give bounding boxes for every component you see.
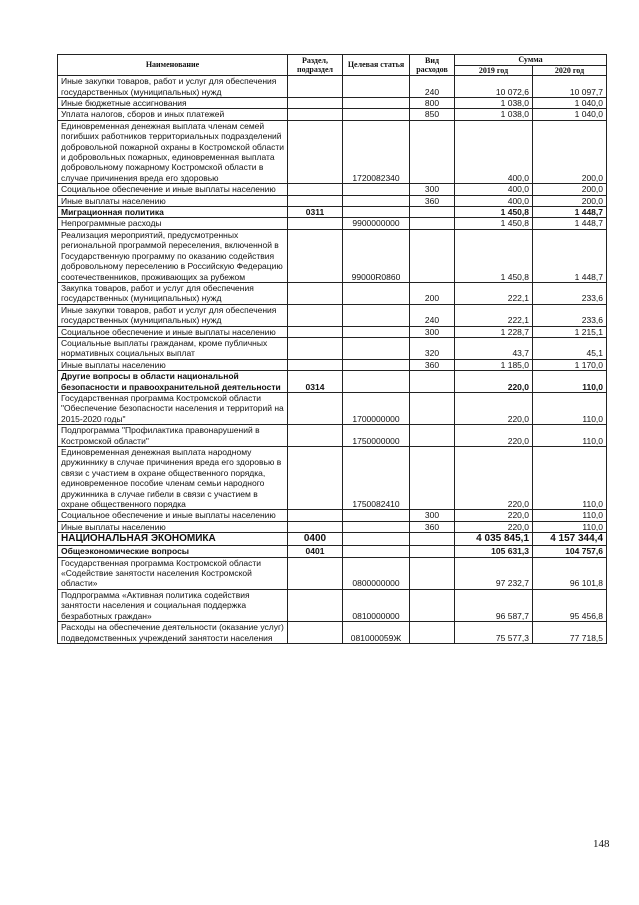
- header-2020: 2020 год: [533, 65, 607, 76]
- row-target: 9900000000: [343, 218, 410, 229]
- table-body: [58, 76, 607, 644]
- table-row: [58, 521, 607, 532]
- row-kind: [410, 120, 455, 183]
- row-name: Государственная программа Костромской области "Обеспечение безопасности населения и территорий на 2015-2020 годы": [58, 392, 288, 424]
- row-kind: 320: [410, 337, 455, 359]
- table-row: [58, 425, 607, 447]
- row-sum-2019: 105 631,3: [455, 546, 533, 557]
- row-section: 0314: [288, 371, 343, 393]
- row-name: Миграционная политика: [58, 207, 288, 218]
- table-row: [58, 76, 607, 98]
- header-section: Раздел, подраздел: [288, 55, 343, 76]
- row-name: Реализация мероприятий, предусмотренных региональной программой переселения, включенной в Государственную программу по оказанию содействия добровольному переселению в Российскую Федерацию соотечественников, проживающих за рубежом: [58, 229, 288, 282]
- row-sum-2020: 1 448,7: [533, 229, 607, 282]
- table-row: [58, 546, 607, 557]
- row-section: [288, 195, 343, 206]
- row-target: 1700000000: [343, 392, 410, 424]
- row-name: Государственная программа Костромской области «Содействие занятости населения Костромской области»: [58, 557, 288, 589]
- row-section: 0400: [288, 533, 343, 546]
- table-row: [58, 98, 607, 109]
- row-target: [343, 109, 410, 120]
- row-kind: 850: [410, 109, 455, 120]
- row-target: [343, 282, 410, 304]
- row-sum-2020: 45,1: [533, 337, 607, 359]
- row-sum-2019: 400,0: [455, 184, 533, 195]
- row-target: 081000059Ж: [343, 622, 410, 644]
- row-kind: [410, 447, 455, 510]
- row-sum-2019: 400,0: [455, 195, 533, 206]
- row-sum-2020: 110,0: [533, 371, 607, 393]
- row-sum-2020: 200,0: [533, 120, 607, 183]
- row-sum-2020: 104 757,6: [533, 546, 607, 557]
- row-kind: [410, 207, 455, 218]
- row-kind: [410, 229, 455, 282]
- row-sum-2019: 75 577,3: [455, 622, 533, 644]
- row-section: [288, 218, 343, 229]
- row-target: [343, 510, 410, 521]
- row-target: [343, 371, 410, 393]
- row-target: [343, 337, 410, 359]
- header-2019: 2019 год: [455, 65, 533, 76]
- row-kind: [410, 425, 455, 447]
- row-section: [288, 282, 343, 304]
- row-target: 0800000000: [343, 557, 410, 589]
- row-name: Социальное обеспечение и иные выплаты населению: [58, 510, 288, 521]
- row-name: Социальное обеспечение и иные выплаты населению: [58, 184, 288, 195]
- row-section: [288, 337, 343, 359]
- row-target: [343, 546, 410, 557]
- row-sum-2019: 96 587,7: [455, 589, 533, 621]
- row-section: [288, 510, 343, 521]
- row-name: Иные закупки товаров, работ и услуг для обеспечения государственных (муниципальных) нужд: [58, 76, 288, 98]
- table-row: [58, 282, 607, 304]
- row-sum-2019: 1 185,0: [455, 359, 533, 370]
- row-section: [288, 184, 343, 195]
- row-sum-2019: 220,0: [455, 425, 533, 447]
- row-section: [288, 98, 343, 109]
- row-section: [288, 109, 343, 120]
- row-section: [288, 425, 343, 447]
- row-kind: [410, 546, 455, 557]
- row-target: 1720082340: [343, 120, 410, 183]
- row-target: [343, 304, 410, 326]
- row-kind: 800: [410, 98, 455, 109]
- table-row: [58, 109, 607, 120]
- row-name: Закупка товаров, работ и услуг для обеспечения государственных (муниципальных) нужд: [58, 282, 288, 304]
- row-sum-2020: 4 157 344,4: [533, 533, 607, 546]
- row-section: [288, 326, 343, 337]
- row-target: [343, 98, 410, 109]
- row-target: [343, 326, 410, 337]
- row-name: Иные выплаты населению: [58, 521, 288, 532]
- table-row: [58, 533, 607, 546]
- row-sum-2019: 220,0: [455, 510, 533, 521]
- row-sum-2020: 1 448,7: [533, 218, 607, 229]
- row-target: 1750082410: [343, 447, 410, 510]
- row-sum-2020: 110,0: [533, 521, 607, 532]
- row-sum-2020: 95 456,8: [533, 589, 607, 621]
- row-sum-2020: 110,0: [533, 447, 607, 510]
- row-name: НАЦИОНАЛЬНАЯ ЭКОНОМИКА: [58, 533, 288, 546]
- row-kind: 300: [410, 326, 455, 337]
- row-target: 99000R0860: [343, 229, 410, 282]
- table-row: [58, 229, 607, 282]
- row-sum-2020: 96 101,8: [533, 557, 607, 589]
- header-sum: Сумма: [455, 55, 607, 66]
- row-name: Единовременная денежная выплата членам семей погибших работников территориальных подразделений добровольной пожарной охраны в Костромской области и добровольных пожарных, единовременная выплата добровольному пожарному Костромской области в случае причинения вреда его здоровью: [58, 120, 288, 183]
- row-name: Уплата налогов, сборов и иных платежей: [58, 109, 288, 120]
- table-row: [58, 622, 607, 644]
- row-target: [343, 184, 410, 195]
- row-section: [288, 447, 343, 510]
- row-section: 0401: [288, 546, 343, 557]
- row-sum-2019: 10 072,6: [455, 76, 533, 98]
- table-row: [58, 337, 607, 359]
- row-sum-2020: 110,0: [533, 392, 607, 424]
- row-section: 0311: [288, 207, 343, 218]
- header-kind: Вид расходов: [410, 55, 455, 76]
- table-row: [58, 589, 607, 621]
- row-kind: 360: [410, 359, 455, 370]
- row-section: [288, 229, 343, 282]
- table-row: [58, 184, 607, 195]
- row-sum-2020: 1 040,0: [533, 109, 607, 120]
- budget-table: [57, 54, 607, 644]
- row-section: [288, 521, 343, 532]
- header-target: Целевая статья: [343, 55, 410, 76]
- table-row: [58, 195, 607, 206]
- table-row: [58, 304, 607, 326]
- row-sum-2020: 110,0: [533, 425, 607, 447]
- row-name: Общеэкономические вопросы: [58, 546, 288, 557]
- row-section: [288, 392, 343, 424]
- row-name: Социальное обеспечение и иные выплаты населению: [58, 326, 288, 337]
- row-name: Непрограммные расходы: [58, 218, 288, 229]
- row-name: Иные выплаты населению: [58, 359, 288, 370]
- row-name: Подпрограмма "Профилактика правонарушений в Костромской области": [58, 425, 288, 447]
- row-section: [288, 557, 343, 589]
- row-sum-2019: 1 228,7: [455, 326, 533, 337]
- row-sum-2019: 4 035 845,1: [455, 533, 533, 546]
- row-kind: [410, 533, 455, 546]
- row-kind: 240: [410, 76, 455, 98]
- row-kind: [410, 371, 455, 393]
- table-row: [58, 557, 607, 589]
- row-sum-2019: 1 450,8: [455, 218, 533, 229]
- row-section: [288, 622, 343, 644]
- row-sum-2020: 200,0: [533, 184, 607, 195]
- row-sum-2019: 220,0: [455, 392, 533, 424]
- row-section: [288, 359, 343, 370]
- header-name: Наименование: [58, 55, 288, 76]
- row-sum-2019: 400,0: [455, 120, 533, 183]
- row-sum-2019: 1 038,0: [455, 109, 533, 120]
- row-kind: [410, 589, 455, 621]
- row-kind: 360: [410, 195, 455, 206]
- row-kind: [410, 557, 455, 589]
- table-row: [58, 218, 607, 229]
- row-sum-2019: 222,1: [455, 304, 533, 326]
- row-sum-2020: 110,0: [533, 510, 607, 521]
- row-name: Иные выплаты населению: [58, 195, 288, 206]
- row-sum-2019: 1 450,8: [455, 229, 533, 282]
- row-name: Иные бюджетные ассигнования: [58, 98, 288, 109]
- page-number: 148: [593, 838, 610, 850]
- row-kind: 300: [410, 184, 455, 195]
- row-name: Расходы на обеспечение деятельности (оказание услуг) подведомственных учреждений занятости населения: [58, 622, 288, 644]
- table-row: [58, 359, 607, 370]
- row-sum-2019: 1 038,0: [455, 98, 533, 109]
- row-kind: 300: [410, 510, 455, 521]
- row-kind: 240: [410, 304, 455, 326]
- row-sum-2019: 1 450,8: [455, 207, 533, 218]
- row-target: 1750000000: [343, 425, 410, 447]
- row-target: [343, 359, 410, 370]
- table-row: [58, 510, 607, 521]
- row-target: [343, 207, 410, 218]
- table-row: [58, 326, 607, 337]
- row-section: [288, 589, 343, 621]
- row-sum-2020: 77 718,5: [533, 622, 607, 644]
- row-sum-2019: 97 232,7: [455, 557, 533, 589]
- row-sum-2020: 1 215,1: [533, 326, 607, 337]
- row-sum-2020: 1 170,0: [533, 359, 607, 370]
- row-name: Подпрограмма «Активная политика содействия занятости населения и социальная поддержка безработных граждан»: [58, 589, 288, 621]
- row-sum-2019: 220,0: [455, 371, 533, 393]
- row-sum-2020: 1 040,0: [533, 98, 607, 109]
- row-sum-2019: 220,0: [455, 521, 533, 532]
- row-sum-2020: 10 097,7: [533, 76, 607, 98]
- row-target: 0810000000: [343, 589, 410, 621]
- row-sum-2020: 233,6: [533, 304, 607, 326]
- row-name: Социальные выплаты гражданам, кроме публичных нормативных социальных выплат: [58, 337, 288, 359]
- row-kind: [410, 218, 455, 229]
- row-name: Иные закупки товаров, работ и услуг для обеспечения государственных (муниципальных) нужд: [58, 304, 288, 326]
- table-row: [58, 207, 607, 218]
- row-sum-2019: 222,1: [455, 282, 533, 304]
- row-target: [343, 533, 410, 546]
- row-section: [288, 120, 343, 183]
- row-sum-2019: 43,7: [455, 337, 533, 359]
- row-sum-2020: 1 448,7: [533, 207, 607, 218]
- row-sum-2019: 220,0: [455, 447, 533, 510]
- row-kind: [410, 392, 455, 424]
- row-sum-2020: 200,0: [533, 195, 607, 206]
- table-row: [58, 120, 607, 183]
- row-target: [343, 521, 410, 532]
- row-kind: 200: [410, 282, 455, 304]
- table-row: [58, 392, 607, 424]
- row-name: Единовременная денежная выплата народному дружиннику в случае причинения вреда его здоровью в связи с участием в охране общественного порядка, единовременное пособие членам семьи народного дружинника в случае гибели в связи с участием в охране общественного порядка: [58, 447, 288, 510]
- row-target: [343, 76, 410, 98]
- row-section: [288, 304, 343, 326]
- row-target: [343, 195, 410, 206]
- table-row: [58, 371, 607, 393]
- table-row: [58, 447, 607, 510]
- row-kind: 360: [410, 521, 455, 532]
- row-sum-2020: 233,6: [533, 282, 607, 304]
- row-section: [288, 76, 343, 98]
- table-header: [58, 55, 607, 76]
- row-name: Другие вопросы в области национальной безопасности и правоохранительной деятельности: [58, 371, 288, 393]
- row-kind: [410, 622, 455, 644]
